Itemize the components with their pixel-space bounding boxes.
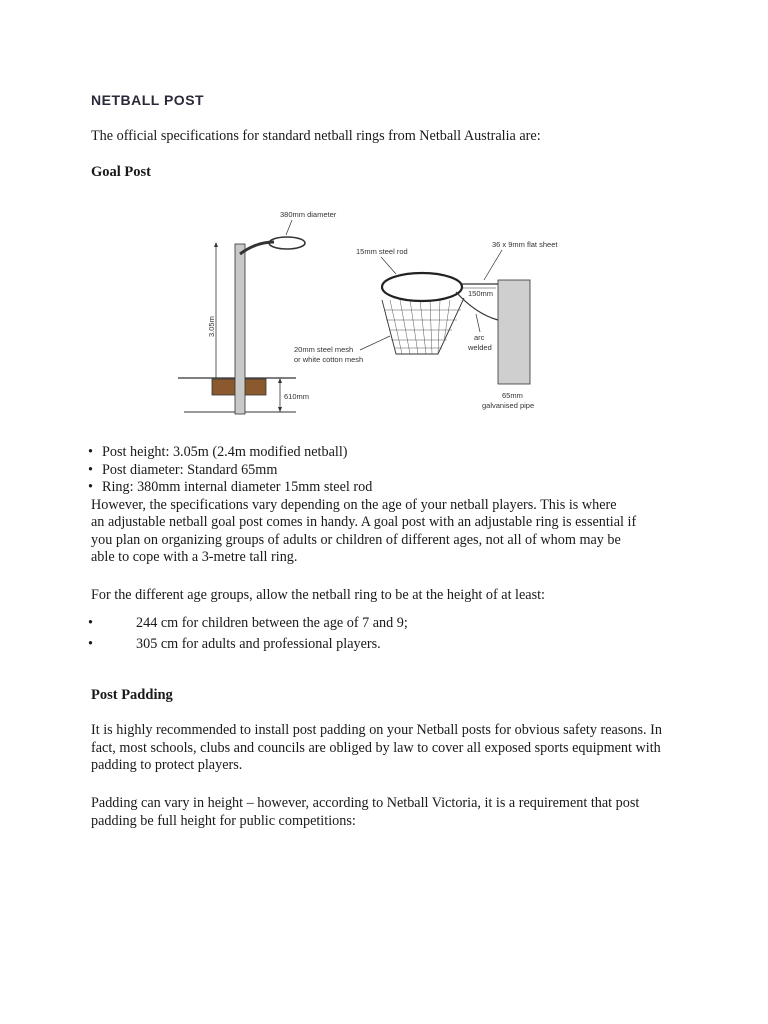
galvanised-pipe xyxy=(498,280,530,384)
goal-post-heading: Goal Post xyxy=(91,164,152,180)
padding-paragraph-2: Padding can vary in height – however, according to Netball Victoria, it is a requirement that post padding be full height for public competitions: xyxy=(91,795,640,829)
padding-paragraph-1: It is highly recommended to install post padding on your Netball posts for obvious safety reasons. In fact, most schools, clubs and councils are obliged by law to cover all exposed sports equipment with padding to protect players. xyxy=(91,722,662,773)
offset-label: 150mm xyxy=(468,289,494,298)
bullet-icon: • xyxy=(88,636,93,652)
depth-label: 610mm xyxy=(284,392,310,401)
ring-side xyxy=(269,237,305,249)
spec-item: • Post height: 3.05m (2.4m modified netball) xyxy=(88,444,348,460)
mesh-label-2: or white cotton mesh xyxy=(294,355,364,364)
arc-label-1: arc xyxy=(474,333,485,342)
document-page: NETBALL POST The official specifications for standard netball rings from Netball Australia are: Goal Post 380mm diameter 3.05m 610mm 15mm steel rod 36 x 9mm flat sheet 150mm 20mm steel mesh or white cotton mesh arc welded 65mm galvanised pipe • Post height: 3.05m (2.4m modified netball) • Post diameter: Standard 65mm • Ring: 380mm internal diameter 15mm steel rod However, the specifications vary depending on the age of your netball players. This is where an adjustable netball goal post comes in handy. A goal post with an adjustable ring is essential if you plan on organizing groups of adults or children of different ages, not all of whom may be able to cope with a 3-metre tall ring. For the different age groups, allow the netball ring to be at the height of at least: • 244 cm for children between the age of 7 and 9; • 305 cm for adults and professional players. Post Padding It is highly recommended to install post padding on your Netball posts for obvious safety reasons. In fact, most schools, clubs and councils are obliged by law to cover all exposed sports equipment with padding to protect players. Padding can vary in height – however, according to Netball Victoria, it is a requirement that post padding be full height for public competitions: xyxy=(0,0,768,1024)
pipe-label-2: galvanised pipe xyxy=(482,401,535,410)
age-intro-text: For the different age groups, allow the netball ring to be at the height of at least: xyxy=(91,587,545,603)
post-pole xyxy=(235,244,245,414)
net-mesh xyxy=(382,298,464,354)
bullet-icon: • xyxy=(88,444,93,460)
intro-text: The official specifications for standard netball rings from Netball Australia are: xyxy=(91,128,541,144)
ring-diameter-label: 380mm diameter xyxy=(280,210,337,219)
spec-item: • Post diameter: Standard 65mm xyxy=(88,461,278,478)
rod-label: 15mm steel rod xyxy=(356,247,408,256)
netball-post-diagram xyxy=(176,202,576,422)
bullet-icon: • xyxy=(88,615,93,631)
spec-item: • Ring: 380mm internal diameter 15mm steel rod xyxy=(88,479,373,495)
pipe-label-1: 65mm xyxy=(502,391,523,400)
mesh-label-1: 20mm steel mesh xyxy=(294,345,354,354)
post-padding-heading: Post Padding xyxy=(91,687,173,703)
bullet-icon: • xyxy=(88,479,93,495)
page-title: NETBALL POST xyxy=(91,92,205,108)
bullet-icon: • xyxy=(88,461,93,478)
arc-label-2: welded xyxy=(468,343,492,352)
sheet-label: 36 x 9mm flat sheet xyxy=(492,240,558,249)
ring-top xyxy=(382,273,462,301)
height-label: 3.05m xyxy=(207,316,216,337)
adjustable-paragraph: However, the specifications vary depending on the age of your netball players. This is where an adjustable netball goal post comes in handy. A goal post with an adjustable ring is essential if you plan on organizing groups of adults or children of different ages, not all of whom may be able to cope with a 3-metre tall ring. xyxy=(91,496,637,565)
